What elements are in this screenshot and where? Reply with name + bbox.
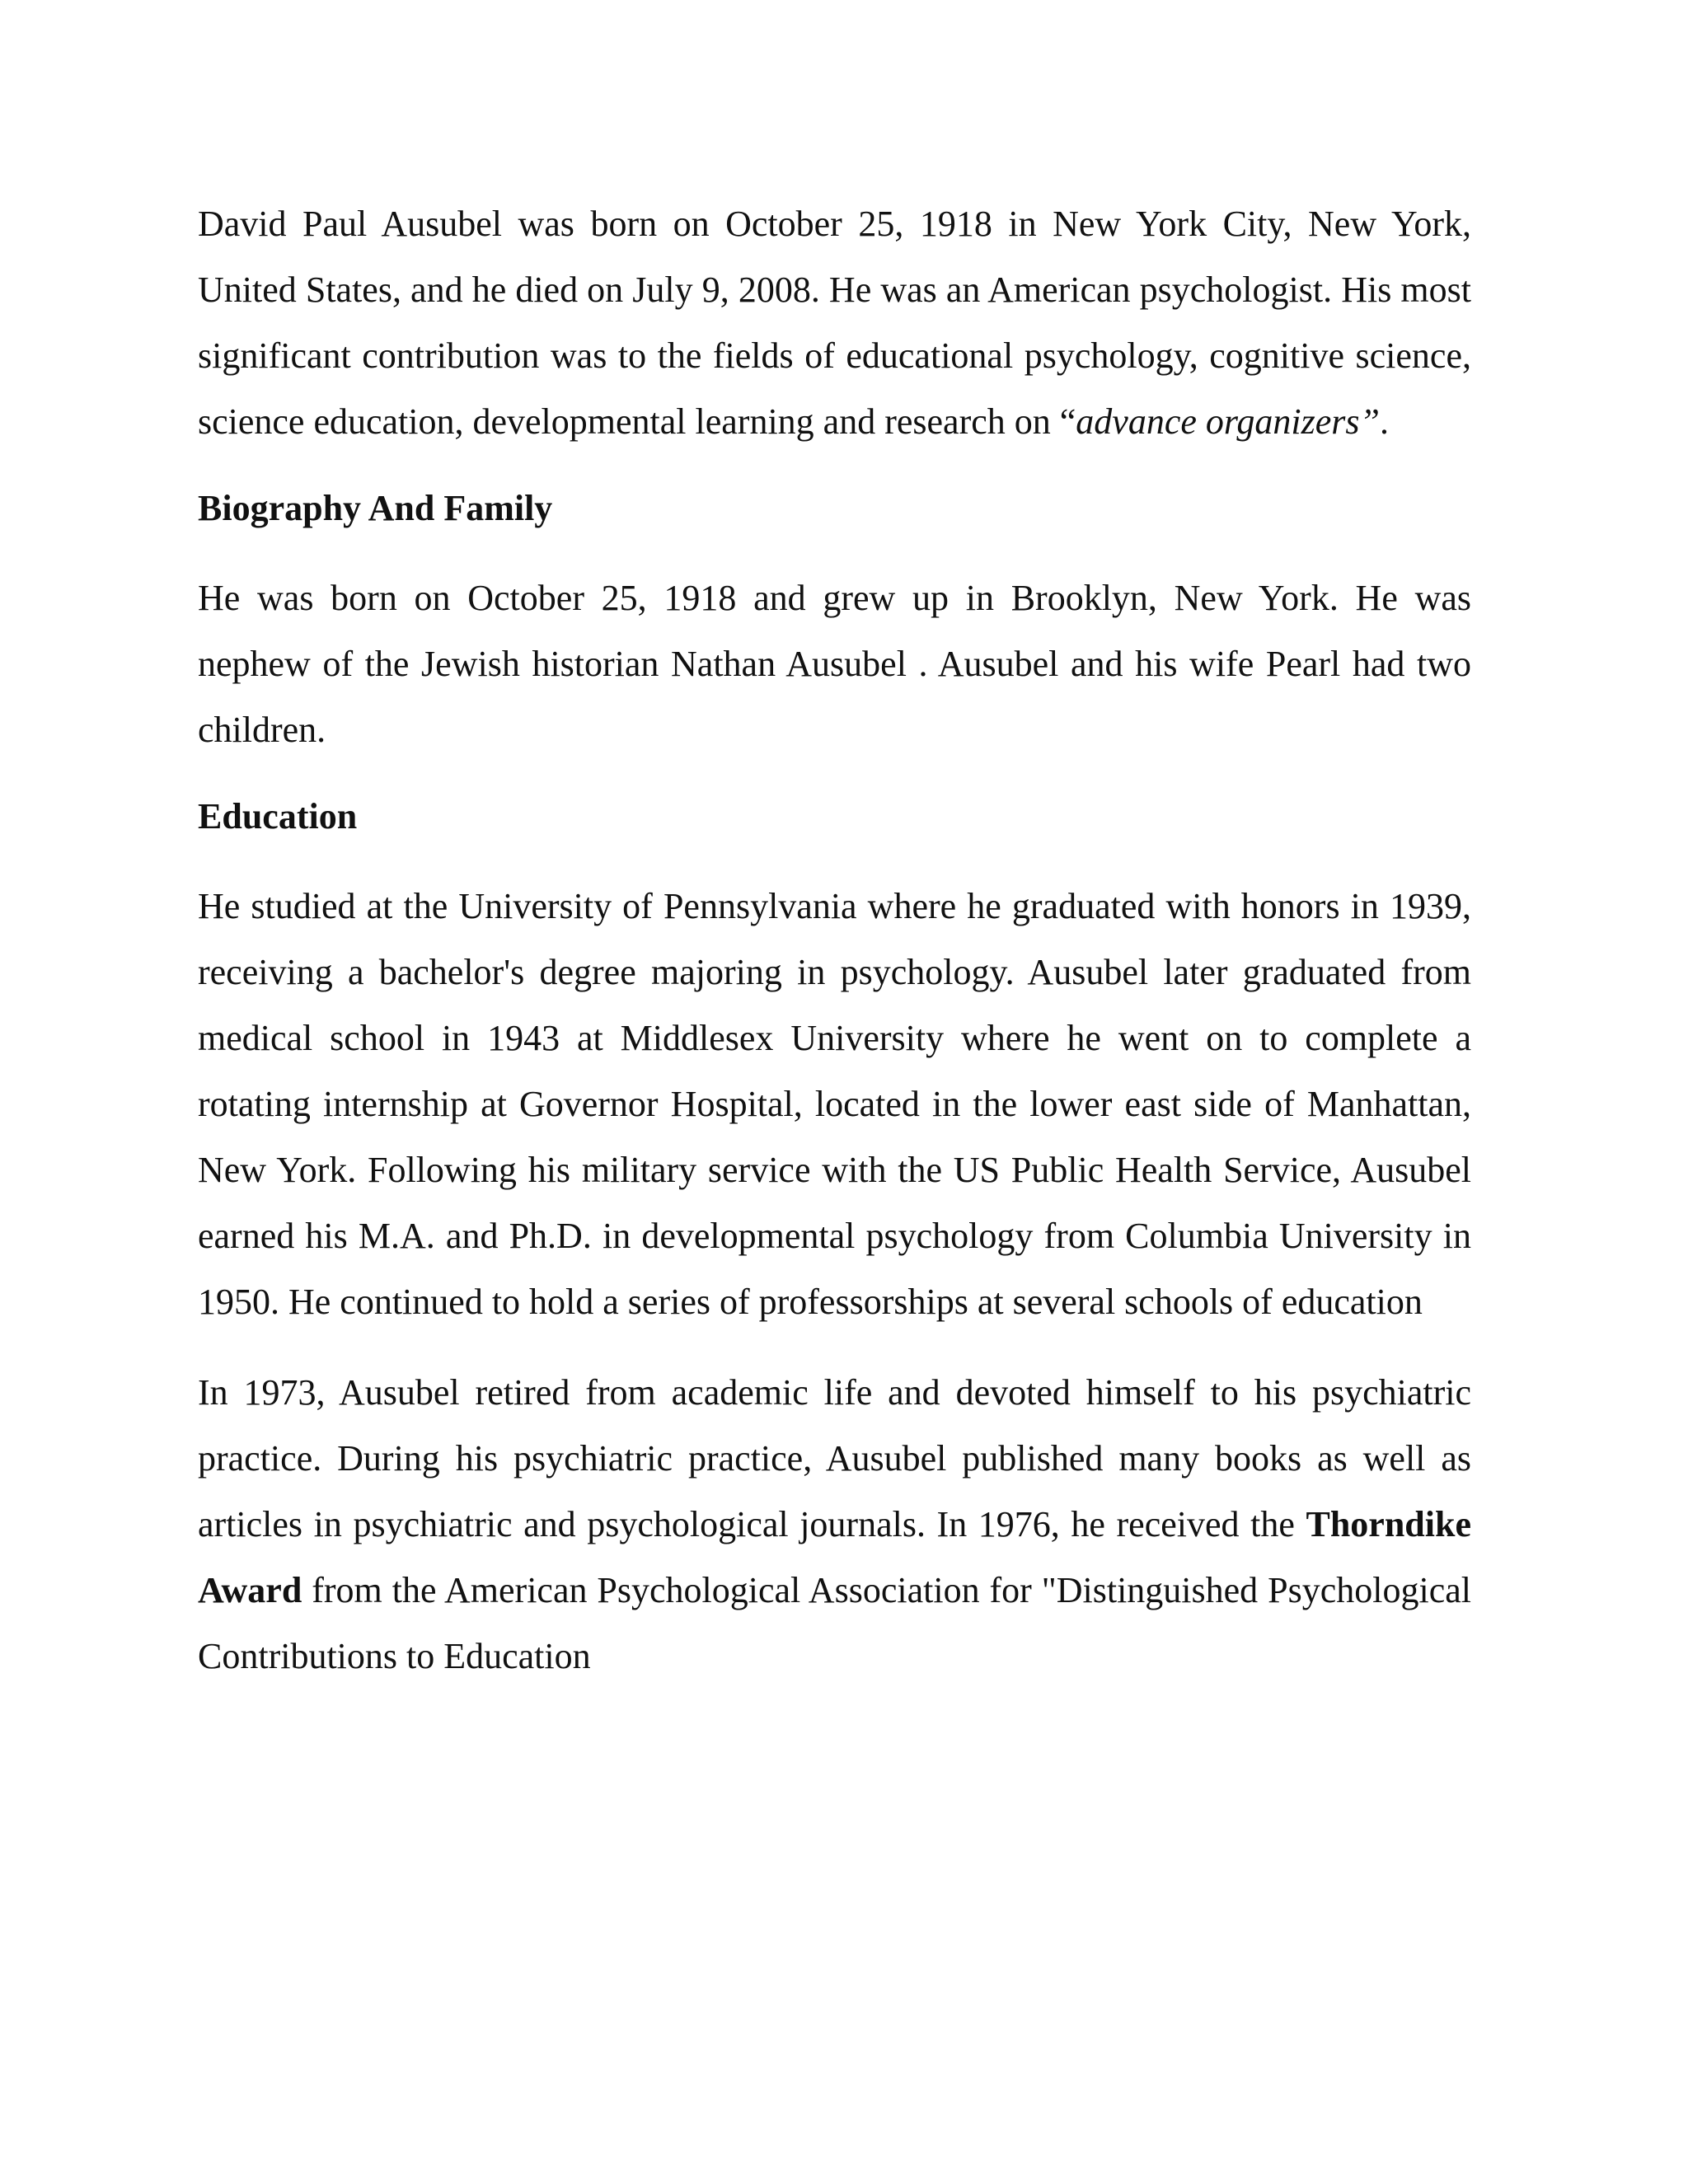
retirement-text-before: In 1973, Ausubel retired from academic life and devoted himself to his psychiatric practice. During his psychiatric practice, Ausubel published many books as well as articles in psychiatric and psychological journals. In 1976, he received the [198, 1372, 1471, 1544]
intro-quote-close: ” [1359, 401, 1380, 442]
biography-paragraph: He was born on October 25, 1918 and grew up in Brooklyn, New York. He was nephew of the Jewish historian Nathan Ausubel . Ausubel and his wife Pearl had two children. [198, 578, 1471, 750]
education-paragraph: He studied at the University of Pennsylvania where he graduated with honors in 1939, receiving a bachelor's degree majoring in psychology. Ausubel later graduated from medical school in 1943 at Middlesex University where he went on to complete a rotating internship at Governor Hospital, located in the lower east side of Manhattan, New York. Following his military service with the US Public Health Service, Ausubel earned his M.A. and Ph.D. in developmental psychology from Columbia University in 1950. He continued to hold a series of professorships at several schools of education [198, 886, 1471, 1322]
intro-paragraph [198, 191, 1471, 455]
advance-organizers-term: advance organizers [1076, 401, 1360, 442]
biography-heading: Biography And Family [198, 488, 553, 528]
education-heading: Education [198, 796, 358, 837]
retirement-text-after: from the American Psychological Association for "Distinguished Psychological Contributions to Education [198, 1570, 1471, 1676]
intro-quote-open: “ [1059, 401, 1076, 442]
retirement-paragraph [198, 1360, 1471, 1690]
intro-text: David Paul Ausubel was born on October 25, 1918 in New York City, New York, United States, and he died on July 9, 2008. He was an American psychologist. His most significant contribution was to the fields of educational psychology, cognitive science, science education, developmental learning and research on [198, 204, 1471, 442]
document-body [198, 191, 1471, 1714]
thorndike-award-term: Thorndike Award [198, 1504, 1471, 1610]
intro-end: . [1379, 401, 1389, 442]
